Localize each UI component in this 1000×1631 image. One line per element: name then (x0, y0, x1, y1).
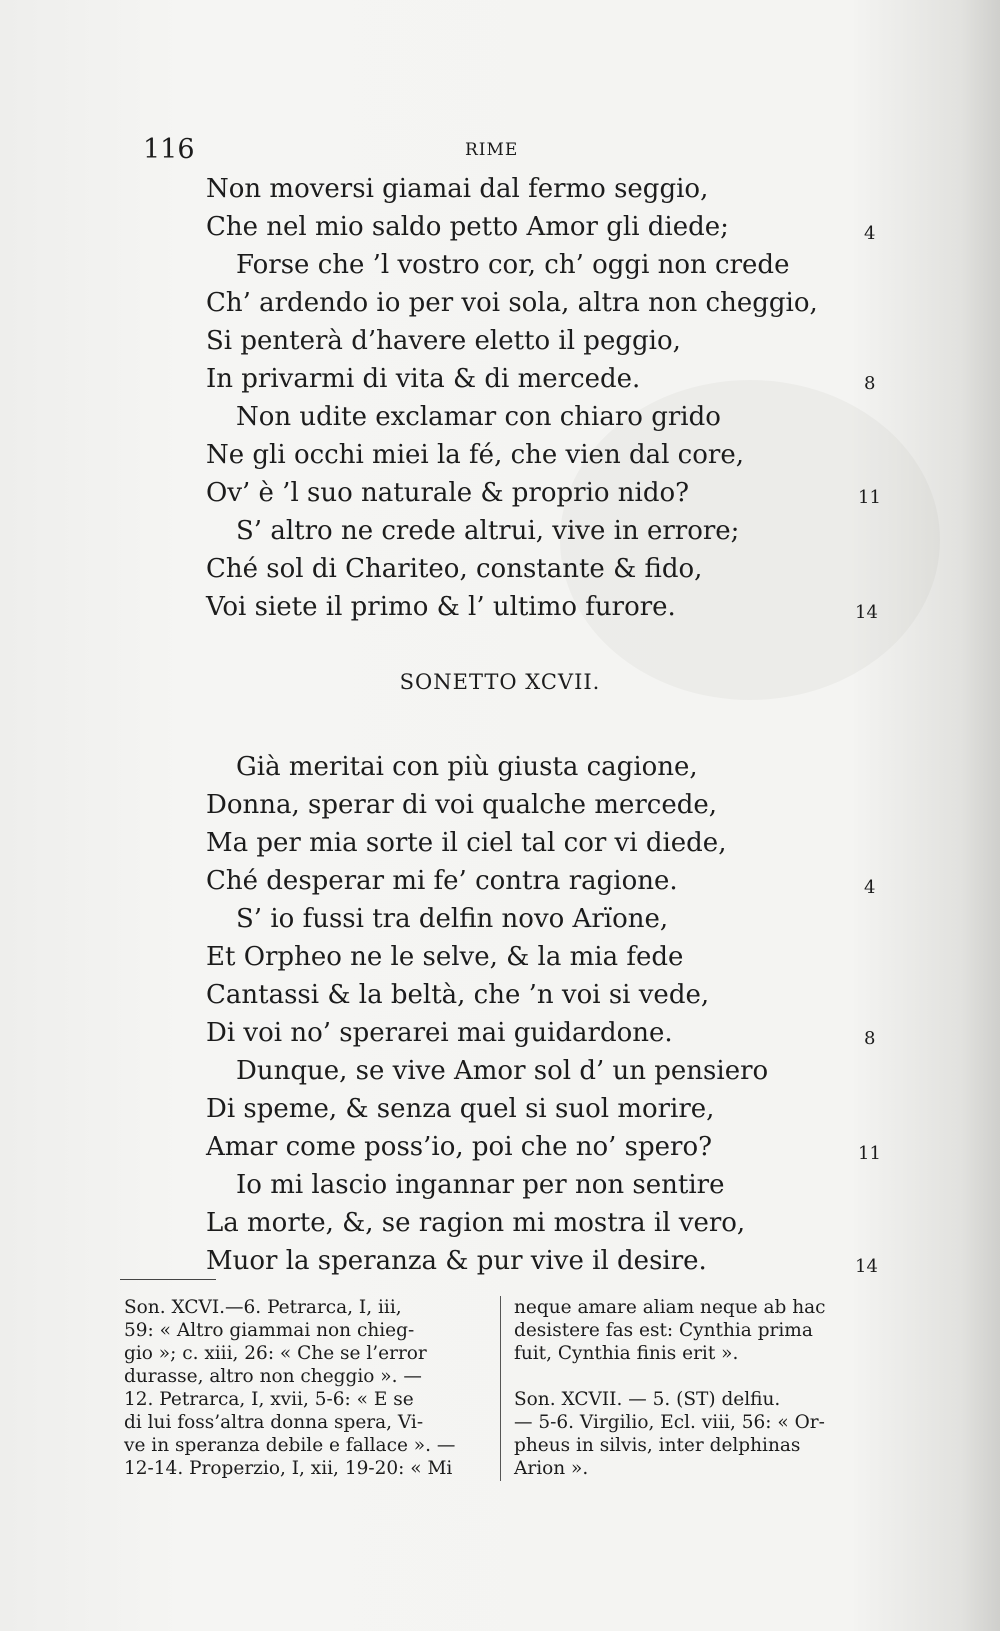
line-number: 14 (855, 1256, 878, 1277)
verse-line: Et Orpheo ne le selve, & la mia fede (206, 942, 684, 972)
footnote-rule (120, 1279, 216, 1280)
verse-line: Donna, sperar di voi qualche mercede, (206, 790, 718, 820)
line-number: 8 (864, 373, 876, 394)
verse-line: Dunque, se vive Amor sol d’ un pensiero (236, 1056, 769, 1086)
footnote-line: durasse, altro non cheggio ». — (124, 1366, 422, 1387)
verse-line: Ché desperar mi fe’ contra ragione. (206, 866, 678, 896)
sonnet-title: SONETTO XCVII. (399, 670, 601, 694)
verse-line: S’ altro ne crede altrui, vive in errore; (236, 516, 740, 546)
verse-line: La morte, &, se ragion mi mostra il vero, (206, 1208, 746, 1238)
footnote-line: neque amare aliam neque ab hac (514, 1297, 826, 1318)
verse-line: Muor la speranza & pur vive il desire. (206, 1246, 707, 1276)
footnote-line: Arion ». (514, 1458, 589, 1479)
verse-line: Cantassi & la beltà, che ’n voi si vede, (206, 980, 710, 1010)
line-number: 8 (864, 1028, 876, 1049)
verse-line: Di voi no’ sperarei mai guidardone. (206, 1018, 673, 1048)
footnote-line: desistere fas est: Cynthia prima (514, 1320, 813, 1341)
footnote-line: gio »; c. xiii, 26: « Che se l’error (124, 1343, 427, 1364)
verse-line: Ché sol di Chariteo, constante & fido, (206, 554, 703, 584)
verse-line: Amar come poss’io, poi che no’ spero? (206, 1132, 713, 1162)
footnote-line: pheus in silvis, inter delphinas (514, 1435, 801, 1456)
line-number: 14 (855, 602, 878, 623)
verse-line: S’ io fussi tra delfin novo Arïone, (236, 904, 669, 934)
verse-line: Che nel mio saldo petto Amor gli diede; (206, 212, 729, 242)
footnote-line: di lui foss’altra donna spera, Vi- (124, 1412, 424, 1433)
line-number: 4 (864, 877, 876, 898)
footnote-line: — 5-6. Virgilio, Ecl. viii, 56: « Or- (514, 1412, 825, 1433)
page-number: 116 (143, 134, 195, 165)
line-number: 11 (858, 1143, 881, 1164)
footnote-line: ve in speranza debile e fallace ». — (124, 1435, 456, 1456)
verse-line: Non udite exclamar con chiaro grido (236, 402, 721, 432)
verse-line: Ma per mia sorte il ciel tal cor vi diede, (206, 828, 727, 858)
verse-line: Si penterà d’havere eletto il peggio, (206, 326, 681, 356)
verse-line: Già meritai con più giusta cagione, (236, 752, 698, 782)
verse-line: Di speme, & senza quel si suol morire, (206, 1094, 715, 1124)
footnote-line: fuit, Cynthia finis erit ». (514, 1343, 739, 1364)
verse-line: Non moversi giamai dal fermo seggio, (206, 174, 709, 204)
footnotes-right-column (514, 1296, 894, 1480)
line-number: 11 (858, 487, 881, 508)
footnote-column-divider (500, 1296, 501, 1481)
verse-line: Ov’ è ’l suo naturale & proprio nido? (206, 478, 690, 508)
verse-line: Ch’ ardendo io per voi sola, altra non cheggio, (206, 288, 818, 318)
footnotes-left-column (124, 1296, 492, 1480)
footnote-line: 12-14. Properzio, I, xii, 19-20: « Mi (124, 1458, 453, 1479)
line-number: 4 (864, 223, 876, 244)
verse-line: In privarmi di vita & di mercede. (206, 364, 641, 394)
verse-line: Voi siete il primo & l’ ultimo furore. (206, 592, 676, 622)
footnote-line (514, 1365, 894, 1388)
verse-line: Ne gli occhi miei la fé, che vien dal core, (206, 440, 744, 470)
footnote-line: 59: « Altro giammai non chieg- (124, 1320, 415, 1341)
footnote-line: 12. Petrarca, I, xvii, 5-6: « E se (124, 1389, 414, 1410)
footnote-line: Son. XCVII. — 5. (ST) delfiu. (514, 1389, 781, 1410)
verse-line: Io mi lascio ingannar per non sentire (236, 1170, 725, 1200)
footnote-line: Son. XCVI.—6. Petrarca, I, iii, (124, 1297, 402, 1318)
verse-line: Forse che ’l vostro cor, ch’ oggi non crede (236, 250, 790, 280)
page-header (0, 134, 1000, 174)
running-title: RIME (465, 140, 519, 160)
